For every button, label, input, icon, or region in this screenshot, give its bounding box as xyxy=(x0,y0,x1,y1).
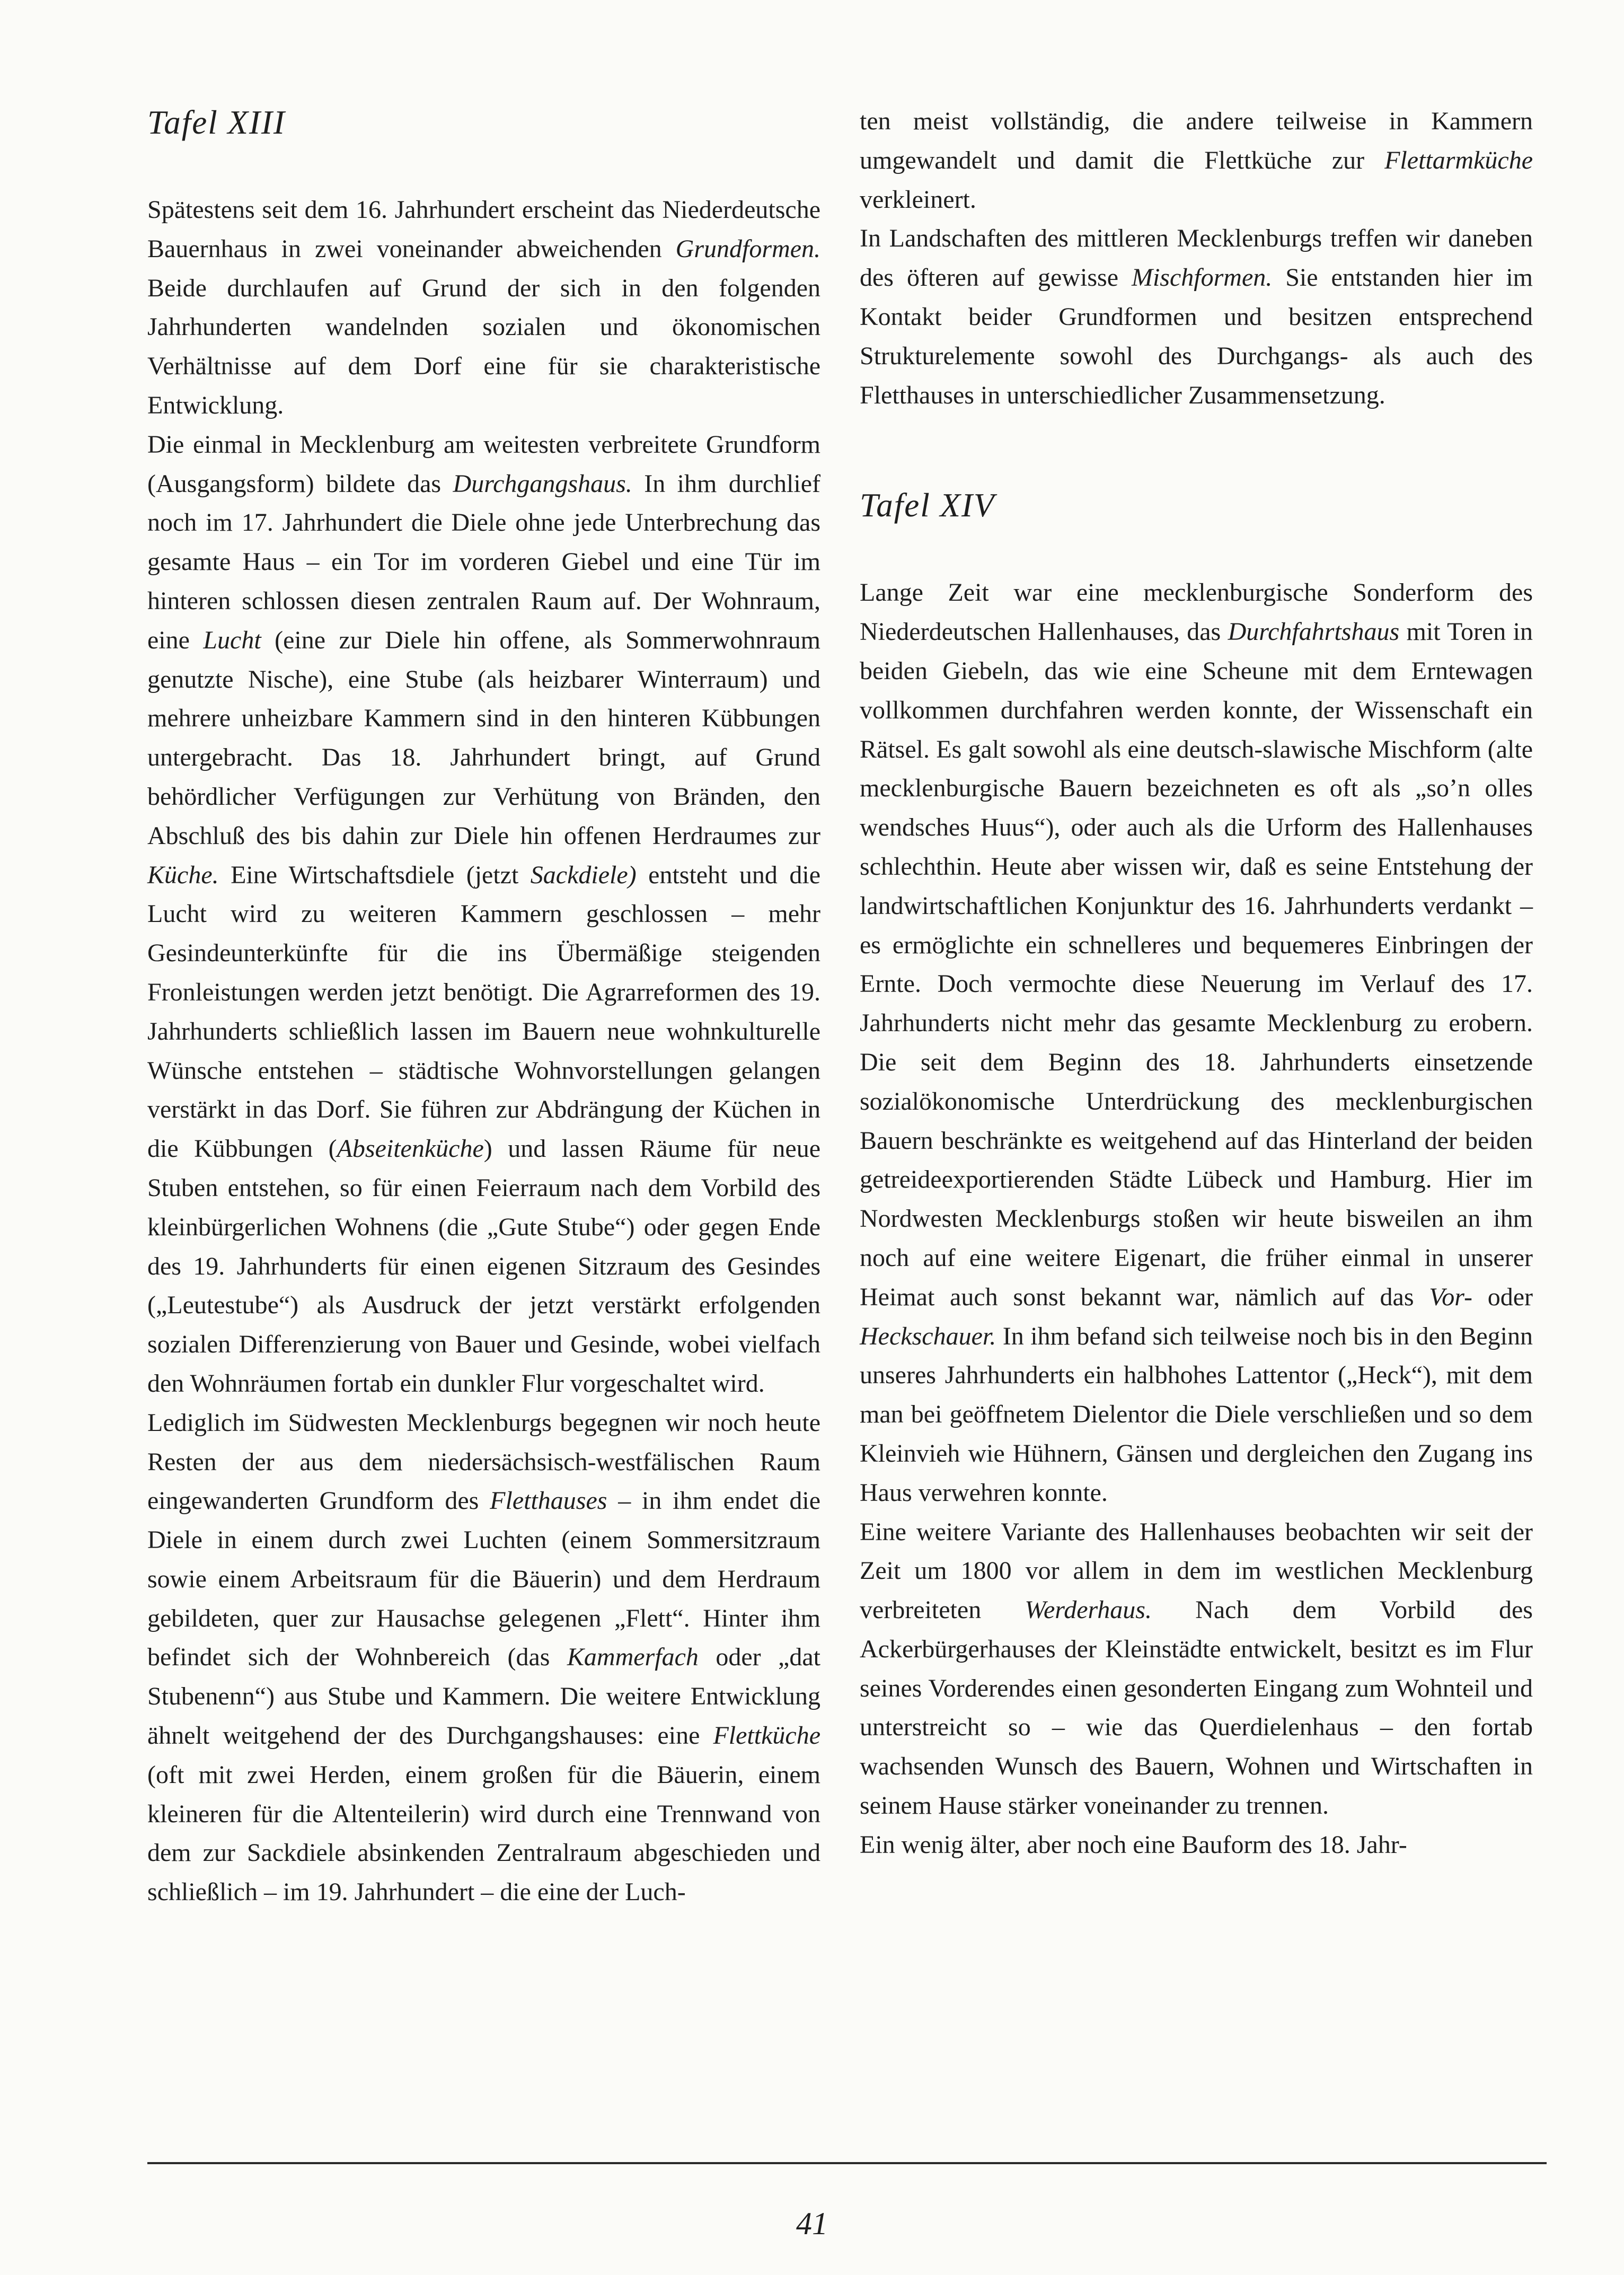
emphasized-term: Flettarmküche xyxy=(1384,146,1533,174)
text-run: In ihm befand sich teilweise noch bis in den Beginn unseres Jahrhunderts ein halbhohes Lattentor („Heck“), mit dem man bei geöffnetem Dielentor die Diele verschließen und so dem Kleinvieh wie Hühnern, Gänsen und dergleichen den Zugang ins Haus verwehren konnte. xyxy=(860,1322,1533,1507)
left-column-body xyxy=(147,190,820,1912)
text-run: In ihm durchlief noch im 17. Jahrhundert die Diele ohne jede Unterbrechung das gesamte Haus – ein Tor im vorderen Giebel und eine Tür im hinteren schlossen diesen zentralen Raum auf. Der Wohnraum, eine xyxy=(147,469,820,654)
text-run: Sie entstanden hier im Kontakt beider Grundformen und besitzen entsprechend Strukturelemente sowohl des Durchgangs- als auch des Fletthauses in unterschiedlicher Zusammensetzung. xyxy=(860,263,1533,409)
right-column-body-bottom xyxy=(860,573,1533,1864)
text-run: – in ihm endet die Diele in einem durch zwei Luchten (einem Sommersitzraum sowie einem Arbeitsraum für die Bäuerin) und dem Herdraum gebildeten, quer zur Hausachse gelegenen „Flett“. Hinter ihm befindet sich der Wohnbereich (das xyxy=(147,1487,821,1672)
text-run: verkleinert. xyxy=(860,185,976,214)
emphasized-term: Flettküche xyxy=(713,1721,820,1750)
text-run: Die einmal in Mecklenburg am weitesten verbreitete Grundform (Ausgangsform) bildete das xyxy=(147,430,820,498)
page-number: 41 xyxy=(796,2206,828,2241)
text-run: Nach dem Vorbild des Ackerbürgerhauses der Kleinstädte entwickelt, besitzt es im Flur seines Vorderendes einen gesonderten Eingang zum Wohnteil und unterstreicht so – wie das Querdielenhaus – den fortab wachsenden Wunsch des Bauern, Wohnen und Wirtschaften in seinem Hause stärker voneinander zu trennen. xyxy=(860,1596,1533,1820)
left-column xyxy=(147,106,820,1912)
text-run: Beide durchlaufen auf Grund der sich in den folgenden Jahrhunderten wandelnden sozialen und ökonomischen Verhältnisse auf dem Dorf eine für sie charakteristische Entwicklung. xyxy=(147,274,820,419)
emphasized-term: Lucht xyxy=(203,626,261,654)
emphasized-term: Werderhaus. xyxy=(1025,1596,1152,1624)
body-paragraph xyxy=(147,190,820,425)
emphasized-term: Kammerfach xyxy=(567,1643,699,1672)
emphasized-term: Fletthauses xyxy=(490,1487,607,1515)
emphasized-term: Abseitenküche xyxy=(337,1135,484,1163)
emphasized-term: Küche. xyxy=(147,860,219,889)
body-paragraph xyxy=(860,1513,1533,1825)
text-run: ) und lassen Räume für neue Stuben entstehen, so für einen Feierraum nach dem Vorbild des kleinbürgerlichen Wohnens (die „Gute Stube“) oder gegen Ende des 19. Jahrhunderts für einen eigenen Sitzraum des Gesindes („Leutestube“) als Ausdruck der jetzt verstärkt erfolgenden sozialen Differenzierung von Bauer und Gesinde, wobei vielfach den Wohnräumen fortab ein dunkler Flur vorgeschaltet wird. xyxy=(147,1135,821,1398)
text-run: mit Toren in beiden Giebeln, das wie eine Scheune mit dem Erntewagen vollkommen durchfahren werden konnte, der Wissenschaft ein Rätsel. Es galt sowohl als eine deutsch-slawische Mischform (alte mecklenburgische Bauern bezeichneten es oft als „so’n olles wendsches Huus“), oder auch als die Urform des Hallenhauses schlechthin. Heute aber wissen wir, daß es seine Entstehung der landwirtschaftlichen Konjunktur des 16. Jahrhunderts verdankt – es ermöglichte ein schnelleres und bequemeres Einbringen der Ernte. Doch vermochte diese Neuerung im Verlauf des 17. Jahrhunderts nicht mehr das gesamte Mecklenburg zu erobern. Die seit dem Beginn des 18. Jahrhunderts einsetzende sozialökonomische Unterdrückung des mecklenburgischen Bauern beschränkte es weitgehend auf das Hinterland der beiden getreideexportierenden Städte Lübeck und Hamburg. Hier im Nordwesten Mecklenburgs stoßen wir heute bisweilen an ihm noch auf eine weitere Eigenart, die früher einmal in unserer Heimat auch sonst bekannt war, nämlich auf das xyxy=(860,618,1533,1311)
emphasized-term: Durchfahrtshaus xyxy=(1228,618,1400,646)
emphasized-term: Durchgangshaus. xyxy=(453,469,632,498)
emphasized-term: Mischformen. xyxy=(1131,263,1273,292)
body-paragraph xyxy=(147,425,820,1403)
emphasized-term: Sackdiele) xyxy=(530,860,637,889)
text-run: Lange Zeit war eine mecklenburgische Sonderform des Niederdeutschen Hallenhauses, das xyxy=(860,578,1533,646)
text-run: Ein wenig älter, aber noch eine Bauform des 18. Jahr- xyxy=(860,1830,1407,1859)
body-paragraph xyxy=(147,1403,820,1912)
text-run: ten meist vollständig, die andere teilweise in Kammern umgewandelt und damit die Flettküche zur xyxy=(860,107,1533,174)
footer-rule xyxy=(147,2162,1547,2164)
right-column xyxy=(860,102,1533,1865)
section-heading-tafel-xiv: Tafel XIV xyxy=(860,487,995,524)
emphasized-term: Grundformen. xyxy=(675,234,820,263)
body-paragraph xyxy=(860,102,1533,219)
text-run: oder xyxy=(1472,1283,1533,1311)
text-run: entsteht und die Lucht wird zu weiteren Kammern geschlossen – mehr Gesindeunterkünfte für die ins Übermäßige steigenden Fronleistungen werden jetzt benötigt. Die Agrarreformen des 19. Jahrhunderts schließlich lassen im Bauern neue wohnkulturelle Wünsche entstehen – städtische Wohnvorstellungen gelangen verstärkt in das Dorf. Sie führen zur Abdrängung der Küchen in die Kübbungen ( xyxy=(147,860,821,1163)
text-run: (oft mit zwei Herden, einem großen für die Bäuerin, einem kleineren für die Altenteilerin) wird durch eine Trennwand von dem zur Sackdiele absinkenden Zentralraum abgeschieden und schließlich – im 19. Jahrhundert – die eine der Luch- xyxy=(147,1760,820,1907)
text-run: Lediglich im Südwesten Mecklenburgs begegnen wir noch heute Resten der aus dem niedersächsisch-westfälischen Raum eingewanderten Grundform des xyxy=(147,1408,820,1515)
body-paragraph xyxy=(860,1825,1533,1865)
body-paragraph xyxy=(860,573,1533,1512)
right-column-body-top xyxy=(860,102,1533,415)
section-heading-tafel-xiii: Tafel XIII xyxy=(147,104,286,141)
text-run: In Landschaften des mittleren Mecklenburgs treffen wir daneben des öfteren auf gewisse xyxy=(860,224,1533,292)
emphasized-term: Vor- xyxy=(1429,1283,1472,1311)
text-run: Eine weitere Variante des Hallenhauses beobachten wir seit der Zeit um 1800 vor allem in dem im westlichen Mecklenburg verbreiteten xyxy=(860,1517,1533,1624)
body-paragraph xyxy=(860,219,1533,415)
text-run: (eine zur Diele hin offene, als Sommerwohnraum genutzte Nische), eine Stube (als heizbarer Winterraum) und mehrere unheizbare Kammern sind in den hinteren Kübbungen untergebracht. Das 18. Jahrhundert bringt, auf Grund behördlicher Verfügungen zur Verhütung von Bränden, den Abschluß des bis dahin zur Diele hin offenen Herdraumes zur xyxy=(147,626,820,850)
text-run: oder „dat Stubenenn“) aus Stube und Kammern. Die weitere Entwicklung ähnelt weitgehend der des Durchgangshauses: eine xyxy=(147,1643,821,1750)
emphasized-term: Heckschauer. xyxy=(860,1322,996,1350)
text-run: Spätestens seit dem 16. Jahrhundert erscheint das Niederdeutsche Bauernhaus in zwei voneinander abweichenden xyxy=(147,196,820,263)
text-run: Eine Wirtschaftsdiele (jetzt xyxy=(218,860,531,889)
